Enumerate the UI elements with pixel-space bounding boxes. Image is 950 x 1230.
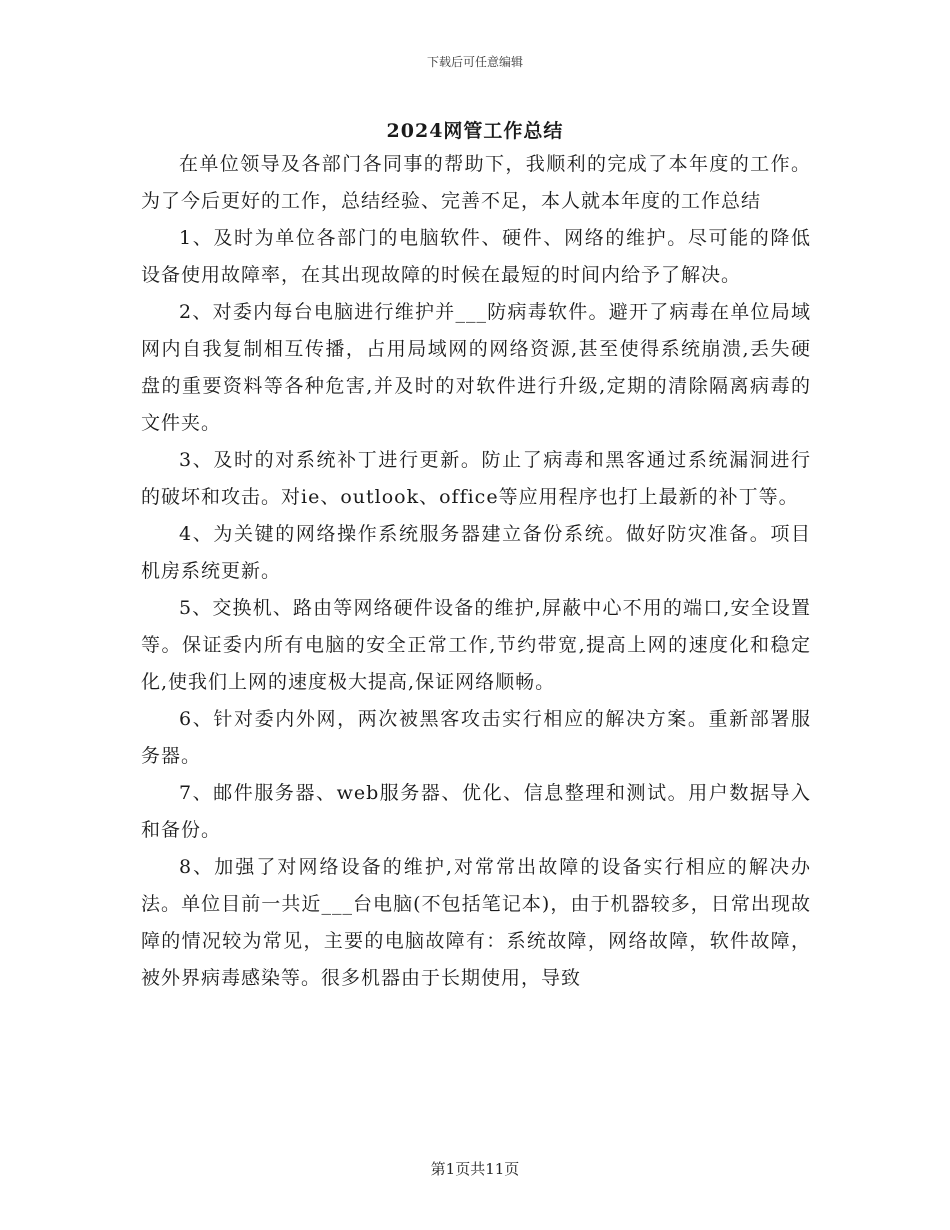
- document-body: [141, 146, 811, 997]
- paragraph-item-8: 8、加强了对网络设备的维护,对常常出故障的设备实行相应的解决办法。单位目前一共近___台电脑(不包括笔记本)，由于机器较多，日常出现故障的情况较为常见，主要的电脑故障有：系统故障，网络故障，软件故障，被外界病毒感染等。很多机器由于长期使用，导致: [141, 856, 811, 989]
- document-title: 2024网管工作总结: [386, 120, 564, 142]
- page-number: 第1页共11页: [430, 1160, 520, 1178]
- paragraph-item-7: 7、邮件服务器、web服务器、优化、信息整理和测试。用户数据导入和备份。: [141, 782, 811, 841]
- paragraph-item-3: 3、及时的对系统补丁进行更新。防止了病毒和黑客通过系统漏洞进行的破坏和攻击。对ie、outlook、office等应用程序也打上最新的补丁等。: [141, 449, 811, 508]
- paragraph-intro: 在单位领导及各部门各同事的帮助下，我顺利的完成了本年度的工作。为了今后更好的工作，总结经验、完善不足，本人就本年度的工作总结: [141, 153, 811, 212]
- paragraph-item-1: 1、及时为单位各部门的电脑软件、硬件、网络的维护。尽可能的降低设备使用故障率，在其出现故障的时候在最短的时间内给予了解决。: [141, 227, 811, 286]
- paragraph-item-5: 5、交换机、路由等网络硬件设备的维护,屏蔽中心不用的端口,安全设置等。保证委内所有电脑的安全正常工作,节约带宽,提高上网的速度化和稳定化,使我们上网的速度极大提高,保证网络顺畅。: [141, 597, 811, 693]
- paragraph-item-6: 6、针对委内外网，两次被黑客攻击实行相应的解决方案。重新部署服务器。: [141, 708, 811, 767]
- page-header-note: 下载后可任意编辑: [426, 55, 523, 69]
- paragraph-item-4: 4、为关键的网络操作系统服务器建立备份系统。做好防灾准备。项目机房系统更新。: [141, 523, 811, 582]
- paragraph-item-2: 2、对委内每台电脑进行维护并___防病毒软件。避开了病毒在单位局域网内自我复制相互传播，占用局域网的网络资源,甚至使得系统崩溃,丢失硬盘的重要资料等各种危害,并及时的对软件进行升级,定期的清除隔离病毒的文件夹。: [141, 301, 811, 434]
